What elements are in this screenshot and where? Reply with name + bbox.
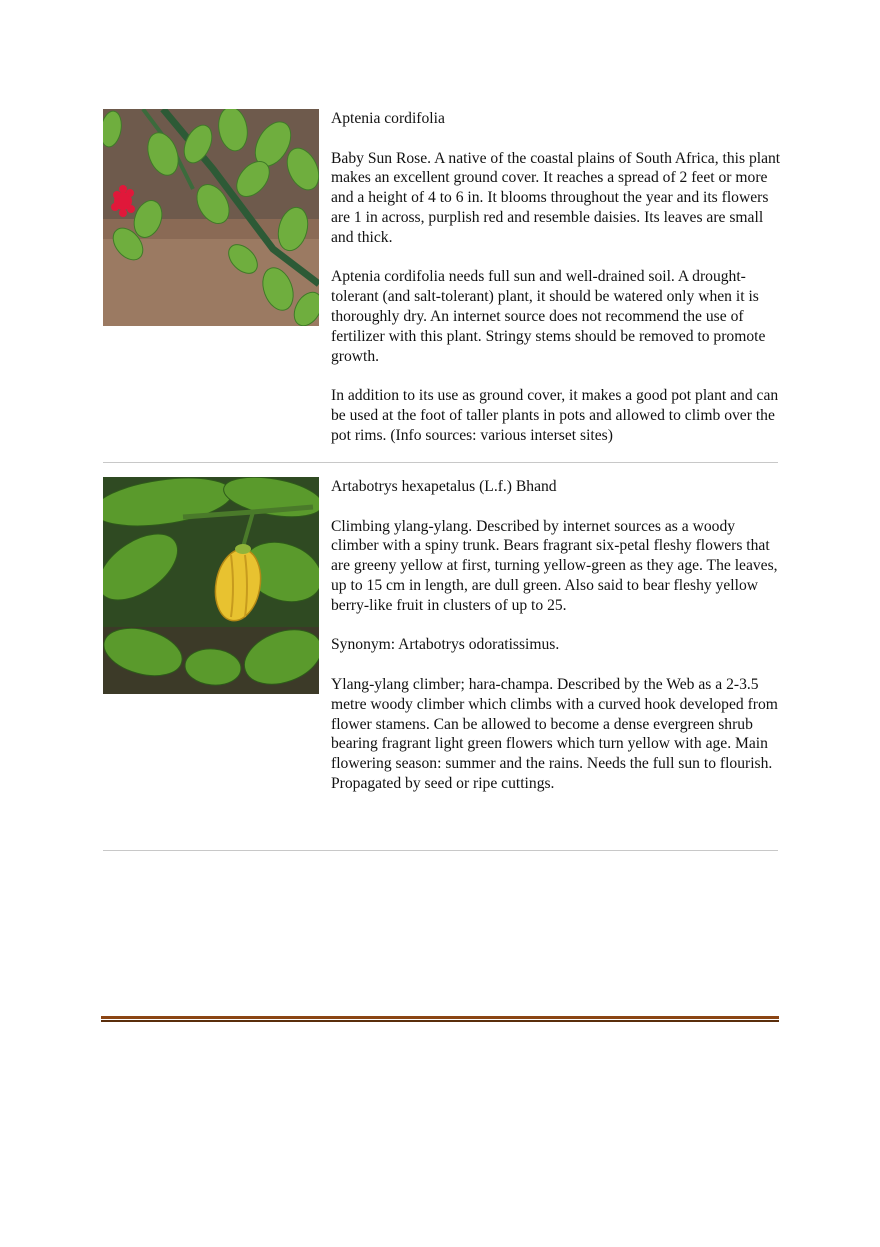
footer-rule xyxy=(101,1016,779,1022)
entry-title: Aptenia cordifolia xyxy=(331,110,445,127)
entry-paragraph: In addition to its use as ground cover, it makes a good pot plant and can be used at the foot of taller plants in pots and allowed to climb over the pot rims. (Info sources: various interset sites) xyxy=(331,387,779,444)
entry-paragraph: Baby Sun Rose. A native of the coastal plains of South Africa, this plant makes an excellent ground cover. It reaches a spread of 2 feet or more and a height of 4 to 6 in. It blooms throughout the year and its flowers are 1 in across, purplish red and resemble daisies. Its leaves are small and thick. xyxy=(331,149,781,246)
divider xyxy=(103,462,778,463)
entry-paragraph: Synonym: Artabotrys odoratissimus. xyxy=(331,636,560,654)
divider xyxy=(103,850,778,851)
entry-title: Artabotrys hexapetalus (L.f.) Bhand xyxy=(331,478,557,495)
entry-paragraph: Aptenia cordifolia needs full sun and well-drained soil. A drought-tolerant (and salt-tolerant) plant, it should be watered only when it is thoroughly dry. An internet source does not recommend the use of fertilizer with this plant. Stringy stems should be removed to promote growth. xyxy=(331,268,766,365)
entry-paragraph: Ylang-ylang climber; hara-champa. Described by the Web as a 2-3.5 metre woody climber which climbs with a curved hook developed from flower stamens. Can be allowed to become a dense evergreen shrub bearing fragrant light green flowers which turn yellow with age. Main flowering season: summer and the rains. Needs the full sun to flourish. Propagated by seed or ripe cuttings. xyxy=(331,675,778,792)
artabotrys-photo xyxy=(103,477,319,694)
aptenia-photo xyxy=(103,109,319,326)
artabotrys-text xyxy=(331,477,781,814)
entry-paragraph: Climbing ylang-ylang. Described by internet sources as a woody climber with a spiny trunk. Bears fragrant six-petal fleshy flowers that are greeny yellow at first, turning yellow-green as they age. The leaves, up to 15 cm in length, are dull green. Also said to bear fleshy yellow berry-like fruit in clusters of up to 25. xyxy=(331,517,778,614)
aptenia-text xyxy=(331,109,781,465)
